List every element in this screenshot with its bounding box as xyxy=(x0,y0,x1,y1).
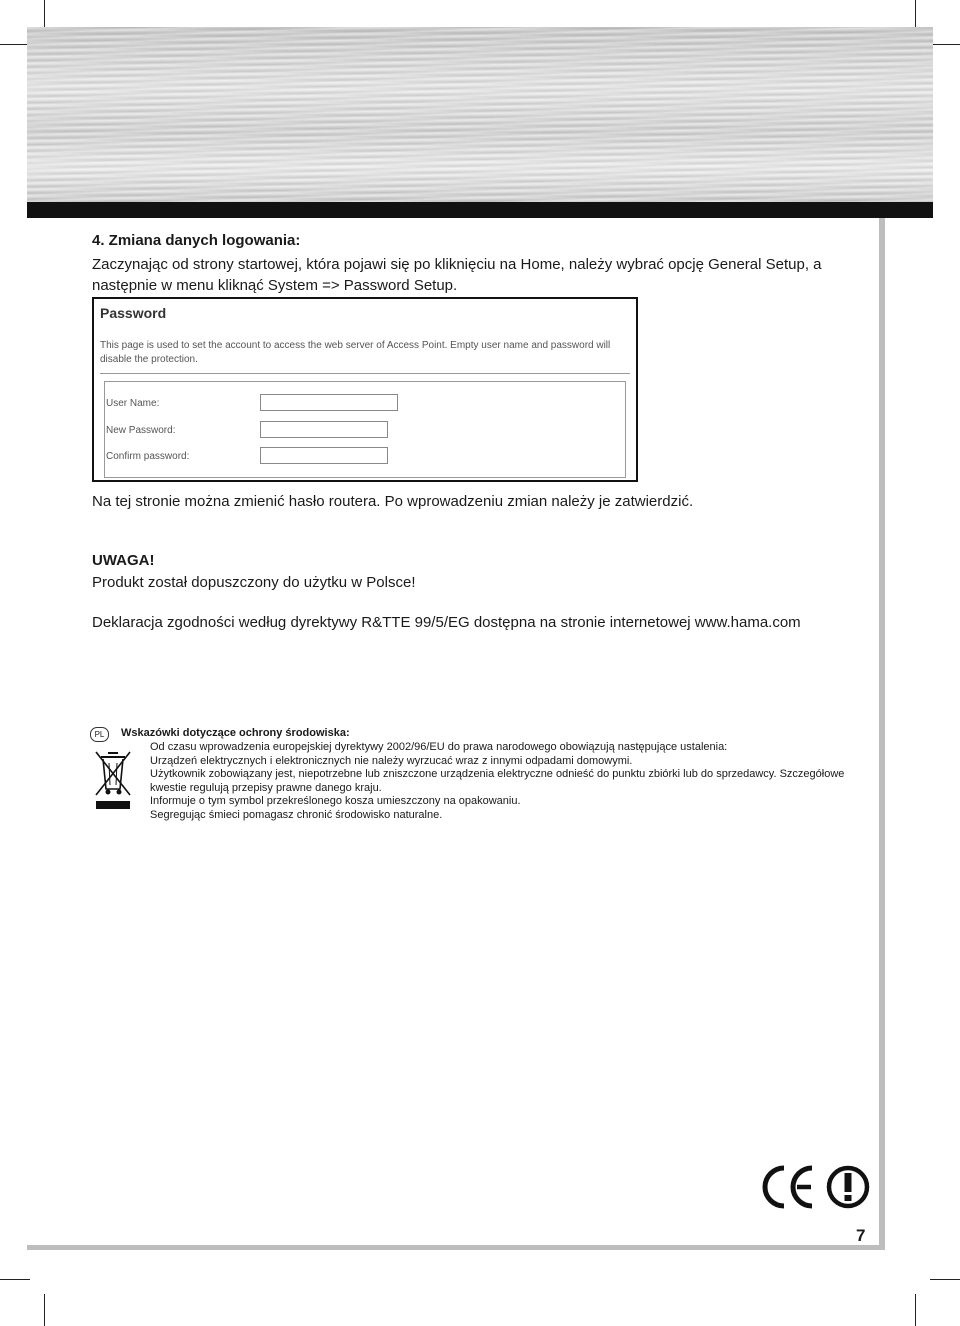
exclamation-circle-icon xyxy=(829,1168,867,1206)
crop-mark xyxy=(930,1279,960,1280)
environment-title: Wskazówki dotyczące ochrony środowiska: xyxy=(121,727,350,739)
warning-title: UWAGA! xyxy=(92,552,155,569)
section-title: 4. Zmiana danych logowania: xyxy=(92,232,301,249)
environment-line: Urządzeń elektrycznych i elektronicznych nie należy wyrzucać wraz z innymi odpadami domowymi. xyxy=(150,754,633,767)
environment-line: Użytkownik zobowiązany jest, niepotrzebne lub zniszczone urządzenia elektryczne odnieść do punktu zbiórki lub do sprzedawcy. Szczegółowe kwestie regulują przepisy prawne danego kraju. xyxy=(150,768,845,794)
crop-mark xyxy=(915,1294,916,1326)
user-name-input xyxy=(260,394,398,411)
ce-mark-icon xyxy=(765,1168,812,1206)
environment-line: Segregując śmieci pomagasz chronić środowisko naturalne. xyxy=(150,808,443,821)
intro-line-2: następnie w menu kliknąć System => Password Setup. xyxy=(92,277,458,294)
screenshot-title: Password xyxy=(100,305,167,321)
environment-text xyxy=(150,741,870,823)
recycle-bin-crossed-icon xyxy=(93,749,133,813)
new-password-label: New Password: xyxy=(106,425,176,436)
crop-mark xyxy=(0,1279,30,1280)
screenshot-description: This page is used to set the account to access the web server of Access Point. Empty user name and password will disable the protection. xyxy=(100,340,611,365)
warning-line-2: Deklaracja zgodności według dyrektywy R&TTE 99/5/EG dostępna na stronie internetowej www.hama.com xyxy=(92,614,801,631)
password-setup-screenshot xyxy=(92,297,638,482)
new-password-input xyxy=(260,421,388,438)
warning-line-1: Produkt został dopuszczony do użytku w Polsce! xyxy=(92,574,416,591)
language-badge: PL xyxy=(90,727,109,742)
page-frame-right xyxy=(879,218,885,1250)
page-number: 7 xyxy=(856,1226,866,1245)
header-brushed-metal xyxy=(27,27,933,202)
confirm-password-label: Confirm password: xyxy=(106,451,190,462)
environment-line: Informuje o tym symbol przekreślonego kosza umieszczony na opakowaniu. xyxy=(150,795,521,808)
intro-line-1: Zaczynając od strony startowej, która pojawi się po kliknięciu na Home, należy wybrać opcję General Setup, a xyxy=(92,256,822,273)
conformity-marks xyxy=(762,1162,872,1212)
page-frame-bottom xyxy=(27,1245,885,1250)
confirm-password-input xyxy=(260,447,388,464)
crop-mark xyxy=(930,44,960,45)
environment-line: Od czasu wprowadzenia europejskiej dyrektywy 2002/96/EU do prawa narodowego obowiązują następujące ustalenia: xyxy=(150,741,728,753)
crop-mark xyxy=(0,44,30,45)
user-name-label: User Name: xyxy=(106,398,160,409)
after-screenshot-text: Na tej stronie można zmienić hasło routera. Po wprowadzeniu zmian należy je zatwierdzić. xyxy=(92,493,694,510)
crop-mark xyxy=(44,0,45,30)
crop-mark xyxy=(44,1294,45,1326)
header-black-bar xyxy=(27,202,933,218)
screenshot-divider xyxy=(100,373,630,374)
crop-mark xyxy=(915,0,916,30)
